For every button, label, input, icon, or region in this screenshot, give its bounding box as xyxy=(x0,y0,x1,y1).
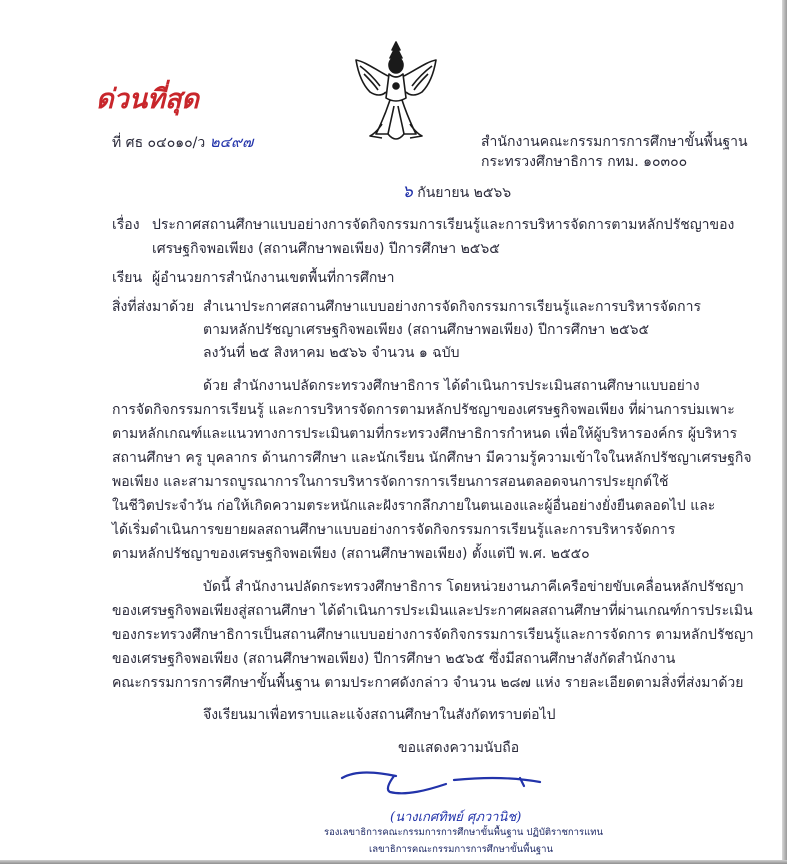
subject-line-2: เศรษฐกิจพอเพียง (สถานศึกษาพอเพียง) ปีการศึกษา ๒๕๖๕ xyxy=(152,241,500,257)
enclosure-line-3: ลงวันที่ ๒๕ สิงหาคม ๒๕๖๖ จำนวน ๑ ฉบับ xyxy=(203,345,460,361)
paragraph-1-line: ได้เริ่มดำเนินการขยายผลสถานศึกษาแบบอย่างการจัดกิจกรรมการเรียนรู้และการบริหารจัดการ xyxy=(112,522,676,538)
document-date xyxy=(402,183,511,202)
signer-name: (นางเกศทิพย์ ศุภวานิช) xyxy=(390,810,522,825)
closing-line: จึงเรียนมาเพื่อทราบและแจ้งสถานศึกษาในสังกัดทราบต่อไป xyxy=(203,707,556,723)
document-number-prefix: ที่ ศธ ๐๔๐๑๐/ว xyxy=(112,135,206,151)
subject-label: เรื่อง xyxy=(112,217,140,233)
paragraph-2-line: คณะกรรมการการศึกษาขั้นพื้นฐาน ตามประกาศดังกล่าว จำนวน ๒๘๗ แห่ง รายละเอียดตามสิ่งที่ส่งมาด้วย xyxy=(112,675,744,691)
paragraph-2-line: ของเศรษฐกิจพอเพียง (สถานศึกษาพอเพียง) ปีการศึกษา ๒๕๖๕ ซึ่งมีสถานศึกษาสังกัดสำนักงาน xyxy=(112,651,676,667)
page-edge-shadow-right xyxy=(782,0,787,864)
urgency-stamp: ด่วนที่สุด xyxy=(96,84,199,115)
enclosure-line-1: สำเนาประกาศสถานศึกษาแบบอย่างการจัดกิจกรรมการเรียนรู้และการบริหารจัดการ xyxy=(203,299,701,315)
page-edge-shadow-bottom xyxy=(0,860,787,864)
date-day-handwritten: ๖ xyxy=(402,182,413,202)
paragraph-1-line: ตามหลักปรัชญาของเศรษฐกิจพอเพียง (สถานศึกษาพอเพียง) ตั้งแต่ปี พ.ศ. ๒๕๕๐ xyxy=(112,546,590,562)
paragraph-1-line: สถานศึกษา ครู บุคลากร ด้านการศึกษา และนักเรียน นักศึกษา มีความรู้ความเข้าใจในหลักปรัชญาเศรษฐกิจ xyxy=(112,450,752,466)
signer-title-line-2: เลขาธิการคณะกรรมการการศึกษาขั้นพื้นฐาน xyxy=(369,844,553,855)
signature-icon xyxy=(336,766,546,800)
document-number xyxy=(112,133,253,152)
enclosure-label: สิ่งที่ส่งมาด้วย xyxy=(112,299,195,315)
agency-name: สำนักงานคณะกรรมการการศึกษาขั้นพื้นฐาน xyxy=(481,134,748,150)
paragraph-2-line: ของกระทรวงศึกษาธิการเป็นสถานศึกษาแบบอย่างการจัดกิจกรรมการเรียนรู้และการจัดการ ตามหลักปรัชญา xyxy=(112,627,754,643)
paragraph-2-line: บัดนี้ สำนักงานปลัดกระทรวงศึกษาธิการ โดยหน่วยงานภาคีเครือข่ายขับเคลื่อนหลักปรัชญา xyxy=(203,579,744,595)
agency-address: กระทรวงศึกษาธิการ กทม. ๑๐๓๐๐ xyxy=(481,154,688,170)
recipient-text: ผู้อำนวยการสำนักงานเขตพื้นที่การศึกษา xyxy=(152,270,395,286)
enclosure-line-2: ตามหลักปรัชญาเศรษฐกิจพอเพียง (สถานศึกษาพอเพียง) ปีการศึกษา ๒๕๖๕ xyxy=(203,322,650,338)
garuda-emblem-icon xyxy=(348,40,444,146)
paragraph-1-line: ตามหลักเกณฑ์และแนวทางการประเมินตามที่กระทรวงศึกษาธิการกำหนด เพื่อให้ผู้บริหารองค์กร ผู้บริหาร xyxy=(112,426,738,442)
date-month-year: กันยายน ๒๕๖๖ xyxy=(417,185,512,201)
paragraph-1-line: การจัดกิจกรรมการเรียนรู้ และการบริหารจัดการตามหลักปรัชญาของเศรษฐกิจพอเพียง ที่ผ่านการบ่มเพาะ xyxy=(112,402,735,418)
document-number-handwritten: ๒๔๙๗ xyxy=(209,133,254,151)
recipient-label: เรียน xyxy=(112,270,143,286)
paragraph-1-line: พอเพียง และสามารถบูรณาการในการบริหารจัดการการเรียนการสอนตลอดจนการประยุกต์ใช้ xyxy=(112,474,669,490)
signer-title-line-1: รองเลขาธิการคณะกรรมการการศึกษาขั้นพื้นฐาน ปฏิบัติราชการแทน xyxy=(324,827,603,838)
subject-line-1: ประกาศสถานศึกษาแบบอย่างการจัดกิจกรรมการเรียนรู้และการบริหารจัดการตามหลักปรัชญาของ xyxy=(152,217,735,233)
paragraph-2-line: ของเศรษฐกิจพอเพียงสู่สถานศึกษา ได้ดำเนินการประเมินและประกาศผลสถานศึกษาที่ผ่านเกณฑ์การประเมิน xyxy=(112,603,753,619)
paragraph-1-line: ด้วย สำนักงานปลัดกระทรวงศึกษาธิการ ได้ดำเนินการประเมินสถานศึกษาแบบอย่าง xyxy=(203,378,700,394)
paragraph-1-line: ในชีวิตประจำวัน ก่อให้เกิดความตระหนักและฝังรากลึกภายในตนเองและผู้อื่นอย่างยั่งยืนตลอดไป และ xyxy=(112,498,716,514)
regards: ขอแสดงความนับถือ xyxy=(398,740,520,756)
